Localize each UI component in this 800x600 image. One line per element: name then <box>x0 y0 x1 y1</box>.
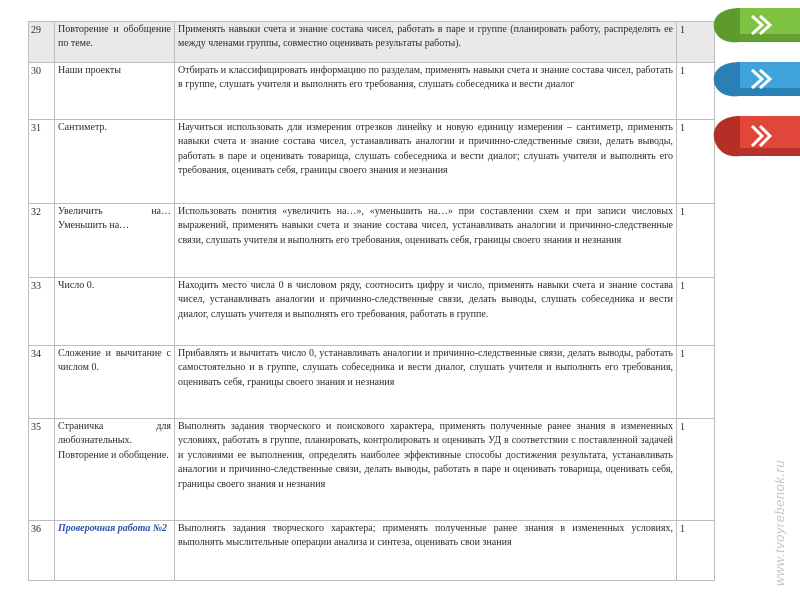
table-row <box>29 204 715 278</box>
table-row <box>29 521 715 581</box>
decorative-ribbons <box>700 0 800 200</box>
lesson-number: 34 <box>29 346 55 419</box>
table-row <box>29 278 715 346</box>
lesson-topic: Сантиметр. <box>55 120 175 204</box>
lesson-activities: Отбирать и классифицировать информацию по разделам, применять навыки счета и знание состава чисел, работать в группе, слушать учителя и выполнять его требования, слушать собеседника и вести диалог <box>175 63 677 120</box>
lesson-activities: Выполнять задания творческого характера; применять полученные ранее знания в измененных условиях, выполнять мыслительные операции анализа и синтеза, оценивать свои знания <box>175 521 677 581</box>
lesson-activities: Применять навыки счета и знание состава чисел, работать в паре и группе (планировать работу, распределять ее между членами группы, совместно оценивать результаты работы). <box>175 22 677 63</box>
lesson-hours: 1 <box>677 204 715 278</box>
lesson-hours: 1 <box>677 22 715 63</box>
lesson-activities: Находить место числа 0 в числовом ряду, соотносить цифру и число, применять навыки счета и знание состава чисел, устанавливать аналогии и причинно-следственные связи, делать выводы, слушать собеседника и вести диалог, слушать учителя и выполнять его требования, работать в группе. <box>175 278 677 346</box>
table-row <box>29 419 715 521</box>
lesson-number: 35 <box>29 419 55 521</box>
watermark: www.tvoyrebenok.ru <box>772 459 787 586</box>
lesson-topic: Сложение и вычитание с числом 0. <box>55 346 175 419</box>
lesson-number: 29 <box>29 22 55 63</box>
table-row <box>29 22 715 63</box>
lesson-hours: 1 <box>677 419 715 521</box>
green-ribbon <box>714 8 800 42</box>
lesson-topic: Число 0. <box>55 278 175 346</box>
red-ribbon <box>714 116 800 156</box>
lesson-number: 32 <box>29 204 55 278</box>
lesson-topic: Наши проекты <box>55 63 175 120</box>
table-row <box>29 63 715 120</box>
lesson-number: 31 <box>29 120 55 204</box>
lesson-topic: Увеличить на… Уменьшить на… <box>55 204 175 278</box>
lesson-hours: 1 <box>677 120 715 204</box>
lesson-activities: Научиться использовать для измерения отрезков линейку и новую единицу измерения – сантиметр, применять навыки счета и знание состава чисел, устанавливать аналогии и причинно-следственные связи, делать выводы, работать в паре и оценивать товарища, слушать собеседника и вести диалог; слушать учителя и выполнять его требования, оценивать себя, границы своего знания и незнания <box>175 120 677 204</box>
lesson-activities: Использовать понятия «увеличить на…», «уменьшить на…» при составлении схем и при записи числовых выражений, применять навыки счета и знание состава чисел, устанавливать аналогии и причинно-следственные связи, слушать учителя и выполнять его требования, оценивать себя, границы своего знания и незнания <box>175 204 677 278</box>
lesson-topic: Проверочная работа №2 <box>55 521 175 581</box>
lesson-number: 36 <box>29 521 55 581</box>
lesson-number: 30 <box>29 63 55 120</box>
lesson-activities: Выполнять задания творческого и поискового характера, применять полученные ранее знания в измененных условиях, работать в группе, планировать, контролировать и оценивать УД в соответствии с поставленной задачей и условиями ее выполнения, определять наиболее эффективные способы достижения результата, устанавливать аналогии и причинно-следственные связи, делать выводы, работать в паре и оценивать товарища, оценивать себя, границы своего знания и незнания <box>175 419 677 521</box>
lesson-hours: 1 <box>677 278 715 346</box>
table-row <box>29 120 715 204</box>
lesson-hours: 1 <box>677 521 715 581</box>
lesson-topic: Повторение и обобщение по теме. <box>55 22 175 63</box>
lesson-hours: 1 <box>677 346 715 419</box>
lesson-plan-table <box>28 21 715 581</box>
blue-ribbon <box>714 62 800 96</box>
lesson-number: 33 <box>29 278 55 346</box>
lesson-activities: Прибавлять и вычитать число 0, устанавливать аналогии и причинно-следственные связи, делать выводы, работать самостоятельно и в группе, слушать собеседника и вести диалог, слушать учителя и выполнять его требования, оценивать себя, границы своего знания и незнания <box>175 346 677 419</box>
lesson-hours: 1 <box>677 63 715 120</box>
lesson-topic: Страничка для любознательных. Повторение и обобщение. <box>55 419 175 521</box>
table-row <box>29 346 715 419</box>
